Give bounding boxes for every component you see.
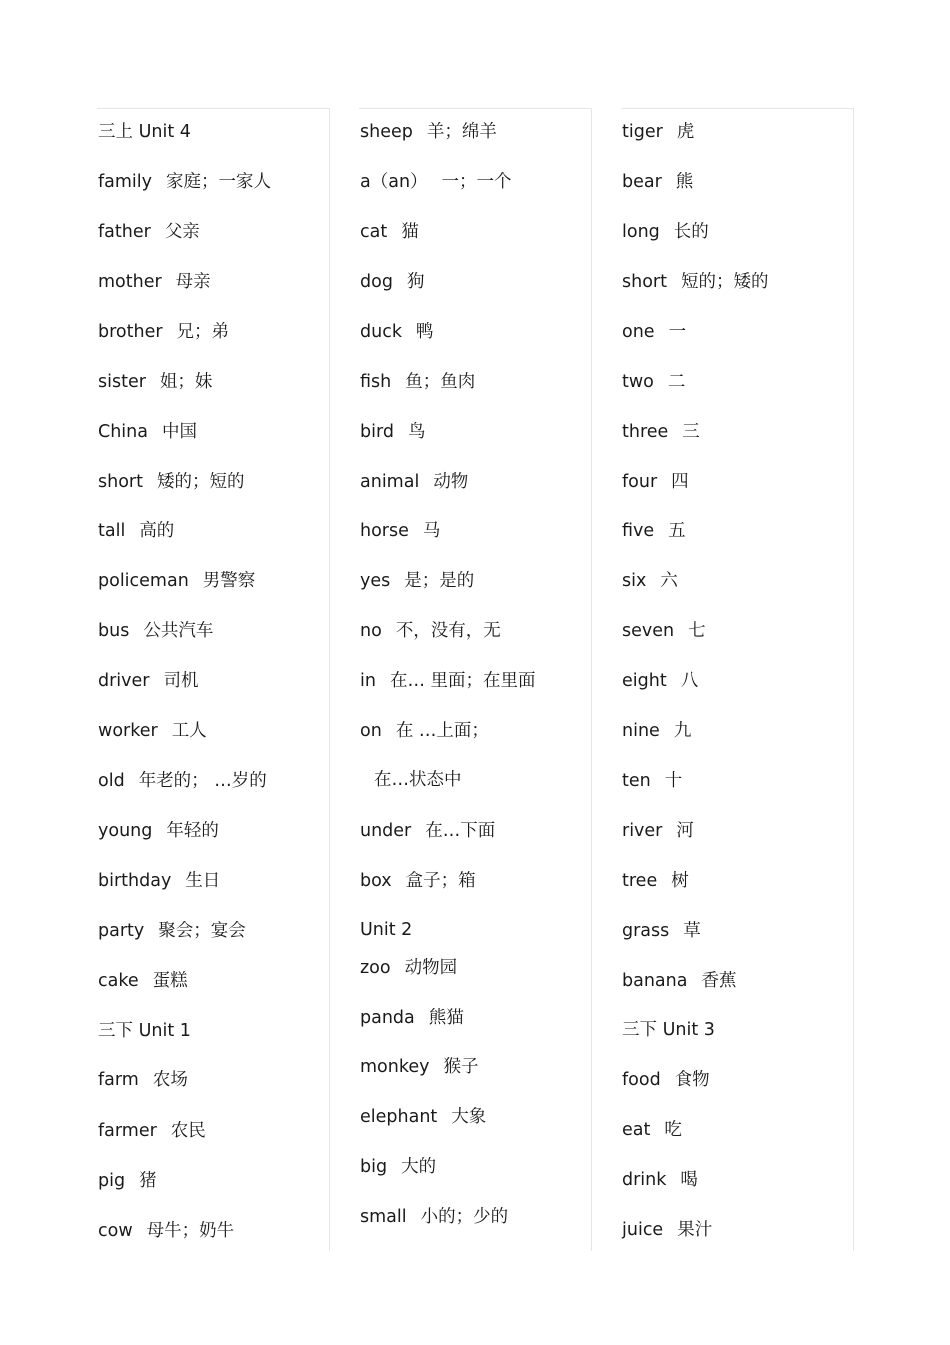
english-word: four — [622, 472, 658, 492]
vocab-entry — [360, 221, 419, 243]
english-word: bus — [98, 621, 130, 641]
chinese-meaning: 母牛；奶牛 — [146, 1221, 235, 1241]
vocab-entry — [360, 271, 424, 293]
english-word: three — [622, 422, 669, 442]
english-word: two — [622, 372, 654, 392]
english-word: policeman — [98, 571, 189, 591]
chinese-meaning: 短的；矮的 — [680, 272, 769, 292]
english-word: juice — [622, 1220, 664, 1240]
vocab-entry — [98, 371, 212, 393]
chinese-meaning: 不，没有，无 — [395, 621, 501, 641]
english-word: eight — [622, 671, 667, 691]
english-word: horse — [360, 521, 409, 541]
english-word: elephant — [360, 1107, 438, 1127]
chinese-meaning: 九 — [673, 721, 692, 741]
chinese-meaning: 母亲 — [175, 272, 211, 292]
english-word: Unit 2 — [360, 920, 413, 940]
english-word: tiger — [622, 122, 663, 142]
vocab-entry — [360, 1156, 436, 1178]
vocab-entry — [360, 520, 440, 542]
chinese-meaning: 蛋糕 — [152, 971, 188, 991]
english-word: food — [622, 1070, 661, 1090]
vocab-entry — [360, 421, 425, 443]
chinese-meaning: 鸟 — [407, 422, 426, 442]
vocab-column-2 — [359, 108, 592, 1251]
chinese-meaning: 一 — [668, 322, 687, 342]
chinese-meaning: 草 — [683, 921, 701, 941]
english-word: father — [98, 222, 151, 242]
chinese-meaning: 公共汽车 — [143, 621, 214, 641]
english-word: farm — [98, 1070, 139, 1090]
vocab-column-1 — [97, 108, 330, 1251]
vocab-entry — [622, 221, 709, 243]
chinese-meaning: 司机 — [163, 671, 199, 691]
chinese-meaning: 大的 — [401, 1157, 437, 1177]
vocab-entry — [622, 121, 694, 143]
vocab-entry — [622, 1219, 712, 1241]
english-word: cow — [98, 1221, 133, 1241]
english-word: short — [98, 472, 143, 492]
vocab-entry — [98, 1220, 234, 1242]
chinese-meaning: 中国 — [162, 422, 197, 442]
chinese-meaning: 大象 — [451, 1107, 487, 1127]
english-word: 三上 Unit 4 — [98, 122, 191, 142]
english-word: old — [98, 771, 125, 791]
vocab-entry — [98, 870, 220, 892]
english-word: brother — [98, 322, 163, 342]
vocab-entry — [360, 919, 426, 941]
vocab-entry — [98, 770, 267, 792]
chinese-meaning: 农场 — [152, 1070, 188, 1090]
chinese-meaning: 家庭；一家人 — [166, 172, 272, 192]
vocab-entry — [360, 670, 536, 692]
chinese-meaning: 四 — [671, 472, 689, 492]
english-word: no — [360, 621, 382, 641]
vocab-entry — [622, 1169, 698, 1191]
vocab-entry — [622, 970, 736, 992]
english-word: one — [622, 322, 655, 342]
english-word: small — [360, 1207, 407, 1227]
vocab-entry — [360, 1206, 508, 1228]
english-word: a（an） — [360, 172, 428, 192]
vocab-entry — [360, 1106, 486, 1128]
vocab-entry — [98, 570, 255, 592]
vocab-entry — [622, 570, 678, 592]
chinese-meaning: 农民 — [170, 1121, 206, 1141]
vocab-entry — [622, 1119, 682, 1141]
vocab-entry — [360, 1007, 464, 1029]
vocab-entry — [622, 820, 694, 842]
english-word: five — [622, 521, 655, 541]
vocab-entry — [98, 1120, 206, 1142]
english-word: birthday — [98, 871, 172, 891]
vocab-entry — [98, 1069, 188, 1091]
english-word: worker — [98, 721, 158, 741]
chinese-meaning: 长的 — [673, 222, 709, 242]
vocab-entry — [360, 321, 433, 343]
english-word: drink — [622, 1170, 667, 1190]
vocab-entry — [98, 520, 174, 542]
english-word: sheep — [360, 122, 413, 142]
chinese-meaning: 七 — [688, 621, 706, 641]
english-word: eat — [622, 1120, 651, 1140]
chinese-meaning: 狗 — [406, 272, 425, 292]
vocab-entry — [98, 471, 244, 493]
english-word: bird — [360, 422, 394, 442]
vocab-entry — [98, 1020, 205, 1042]
chinese-meaning: 十 — [664, 771, 683, 791]
vocab-entry — [98, 820, 219, 842]
english-word: panda — [360, 1008, 415, 1028]
english-word: dog — [360, 272, 393, 292]
chinese-meaning: 六 — [660, 571, 678, 591]
english-word: ten — [622, 771, 651, 791]
chinese-meaning: 男警察 — [202, 571, 256, 591]
chinese-meaning: 熊 — [675, 172, 694, 192]
vocab-entry — [360, 957, 457, 979]
english-word: young — [98, 821, 153, 841]
chinese-meaning: 鸭 — [415, 322, 434, 342]
english-word: party — [98, 921, 145, 941]
vocab-entry — [622, 1069, 710, 1091]
vocab-column-3 — [621, 108, 854, 1251]
vocab-entry — [98, 670, 198, 692]
english-word: sister — [98, 372, 146, 392]
vocab-entry — [360, 720, 489, 742]
vocab-entry — [98, 920, 246, 942]
chinese-meaning: 父亲 — [164, 222, 200, 242]
vocab-entry — [360, 769, 462, 791]
chinese-meaning: 河 — [676, 821, 694, 841]
vocab-entry — [622, 520, 686, 542]
english-word: monkey — [360, 1057, 430, 1077]
chinese-meaning: 果汁 — [677, 1220, 713, 1240]
vocab-entry — [622, 271, 768, 293]
chinese-meaning: 矮的；短的 — [156, 472, 245, 492]
chinese-meaning: 兄；弟 — [176, 322, 230, 342]
chinese-meaning: 年老的； …岁的 — [138, 771, 267, 791]
english-word: six — [622, 571, 647, 591]
vocab-entry — [622, 371, 685, 393]
chinese-meaning: 五 — [668, 521, 686, 541]
chinese-meaning: 猪 — [139, 1171, 157, 1191]
vocab-entry — [360, 820, 495, 842]
english-word: animal — [360, 472, 420, 492]
english-word: family — [98, 172, 153, 192]
english-word: cake — [98, 971, 139, 991]
english-word: 三下 Unit 1 — [98, 1021, 191, 1041]
chinese-meaning: 三 — [682, 422, 700, 442]
english-word: grass — [622, 921, 670, 941]
chinese-meaning: 在 …上面； — [395, 721, 489, 741]
vocab-entry — [360, 371, 475, 393]
vocab-entry — [360, 870, 476, 892]
chinese-meaning: 食物 — [674, 1070, 710, 1090]
chinese-meaning: 喝 — [680, 1170, 698, 1190]
chinese-meaning: 动物 — [433, 472, 469, 492]
vocab-entry — [622, 471, 689, 493]
chinese-meaning: 是；是的 — [404, 571, 475, 591]
vocab-entry — [98, 121, 205, 143]
english-word: in — [360, 671, 376, 691]
chinese-meaning: 高的 — [139, 521, 175, 541]
chinese-meaning: 在…状态中 — [374, 770, 462, 790]
chinese-meaning: 小的；少的 — [420, 1207, 509, 1227]
vocab-entry — [360, 121, 497, 143]
english-word: pig — [98, 1171, 126, 1191]
vocab-entry — [98, 720, 207, 742]
chinese-meaning: 年轻的 — [166, 821, 219, 841]
vocab-entry — [622, 670, 698, 692]
chinese-meaning: 聚会；宴会 — [158, 921, 246, 941]
vocab-entry — [622, 920, 701, 942]
chinese-meaning: 动物园 — [404, 958, 458, 978]
chinese-meaning: 在… 里面；在里面 — [389, 671, 536, 691]
vocab-entry — [622, 770, 682, 792]
vocab-entry — [360, 471, 468, 493]
vocab-entry — [98, 620, 213, 642]
english-word: river — [622, 821, 663, 841]
english-word: long — [622, 222, 660, 242]
vocab-entry — [622, 720, 691, 742]
chinese-meaning: 马 — [422, 521, 441, 541]
vocab-entry — [622, 171, 693, 193]
chinese-meaning: 香蕉 — [701, 971, 737, 991]
english-word: China — [98, 422, 148, 442]
english-word: yes — [360, 571, 391, 591]
vocab-entry — [622, 870, 689, 892]
english-word: duck — [360, 322, 402, 342]
vocab-entry — [98, 321, 229, 343]
chinese-meaning: 盒子；箱 — [405, 871, 476, 891]
english-word: box — [360, 871, 392, 891]
chinese-meaning: 工人 — [171, 721, 207, 741]
english-word: zoo — [360, 958, 391, 978]
english-word: tall — [98, 521, 126, 541]
vocab-entry — [98, 970, 188, 992]
chinese-meaning: 吃 — [664, 1120, 682, 1140]
vocab-entry — [98, 1170, 157, 1192]
vocab-entry — [98, 221, 200, 243]
vocab-entry — [622, 1019, 729, 1041]
vocab-entry — [98, 421, 197, 443]
vocab-entry — [360, 570, 474, 592]
english-word: 三下 Unit 3 — [622, 1020, 715, 1040]
chinese-meaning: 熊猫 — [428, 1008, 464, 1028]
vocab-entry — [622, 620, 706, 642]
english-word: short — [622, 272, 667, 292]
vocab-entry — [622, 321, 686, 343]
english-word: on — [360, 721, 382, 741]
english-word: mother — [98, 272, 162, 292]
english-word: seven — [622, 621, 675, 641]
english-word: farmer — [98, 1121, 157, 1141]
vocab-entry — [622, 421, 700, 443]
english-word: fish — [360, 372, 392, 392]
english-word: bear — [622, 172, 662, 192]
chinese-meaning: 虎 — [676, 122, 695, 142]
vocab-entry — [98, 271, 211, 293]
english-word: big — [360, 1157, 388, 1177]
english-word: driver — [98, 671, 150, 691]
chinese-meaning: 在…下面 — [425, 821, 496, 841]
english-word: under — [360, 821, 412, 841]
english-word: banana — [622, 971, 688, 991]
english-word: cat — [360, 222, 388, 242]
chinese-meaning: 猴子 — [443, 1057, 479, 1077]
chinese-meaning: 一；一个 — [441, 172, 512, 192]
chinese-meaning: 鱼；鱼肉 — [405, 372, 476, 392]
english-word: nine — [622, 721, 660, 741]
chinese-meaning: 二 — [667, 372, 686, 392]
vocab-entry — [360, 620, 501, 642]
chinese-meaning: 生日 — [185, 871, 221, 891]
chinese-meaning: 树 — [671, 871, 689, 891]
chinese-meaning: 八 — [680, 671, 699, 691]
english-word: tree — [622, 871, 658, 891]
chinese-meaning: 羊；绵羊 — [426, 122, 497, 142]
chinese-meaning: 姐；妹 — [159, 372, 213, 392]
chinese-meaning: 猫 — [401, 222, 419, 242]
vocab-entry — [360, 171, 512, 193]
vocab-entry — [98, 171, 271, 193]
vocab-entry — [360, 1056, 478, 1078]
